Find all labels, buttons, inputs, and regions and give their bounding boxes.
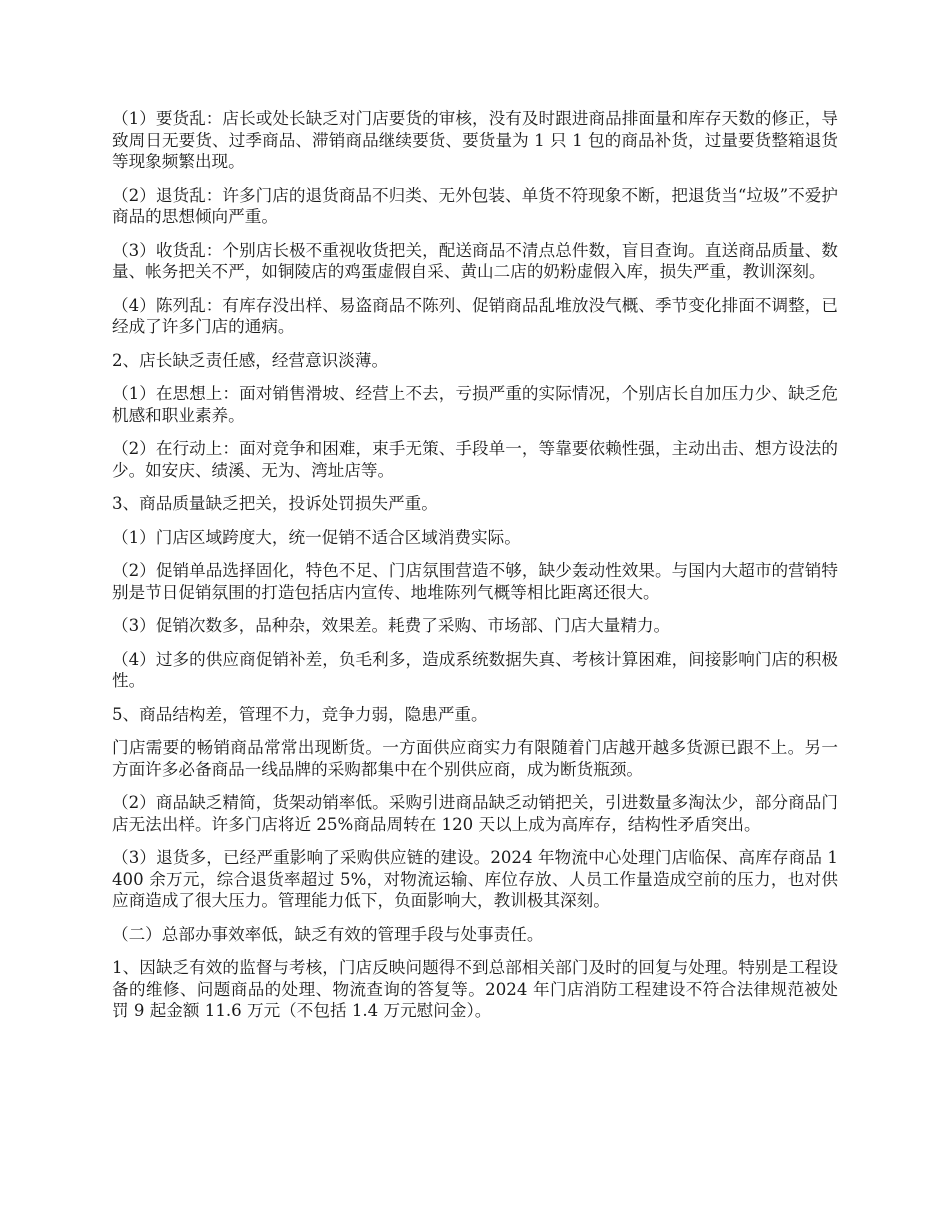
paragraph-supervision: 1、因缺乏有效的监督与考核，门店反映问题得不到总部相关部门及时的回复与处理。特别是工程设备的维修、问题商品的处理、物流查询的答复等。2024 年门店消防工程建设不符合法律规范被处罚 9 起金额 11.6 万元（不包括 1.4 万元慰问金）。 <box>112 958 838 1020</box>
paragraph-region-span: （1）门店区域跨度大，统一促销不适合区域消费实际。 <box>112 527 521 547</box>
paragraph-mindset: （1）在思想上：面对销售滑坡、经营上不去，亏损严重的实际情况，个别店长自加压力少、缺乏危机感和职业素养。 <box>112 384 838 425</box>
paragraph-promo-selection: （2）促销单品选择固化，特色不足、门店氛围营造不够，缺少轰动性效果。与国内大超市的营销特别是节日促销氛围的打造包括店内宣传、地堆陈列气概等相比距离还很大。 <box>112 561 838 602</box>
paragraph-returns-impact: （3）退货多，已经严重影响了采购供应链的建设。2024 年物流中心处理门店临保、高库存商品 1400 余万元，综合退货率超过 5%，对物流运输、库位存放、人员工作量造成空前的压力，也对供应商造成了很大压力。管理能力低下，负面影响大，教训极其深刻。 <box>112 848 838 910</box>
heading-quality-control: 3、商品质量缺乏把关，投诉处罚损失严重。 <box>112 494 438 513</box>
heading-hq-efficiency: （二）总部办事效率低，缺乏有效的管理手段与处事责任。 <box>112 924 544 944</box>
paragraph-promo-frequency: （3）促销次数多，品种杂，效果差。耗费了采购、市场部、门店大量精力。 <box>112 616 671 635</box>
paragraph-action: （2）在行动上：面对竞争和困难，束手无策、手段单一，等靠要依赖性强，主动出击、想方设法的少。如安庆、绩溪、无为、湾址店等。 <box>112 439 838 480</box>
paragraph-return-chaos: （2）退货乱：许多门店的退货商品不归类、无外包装、单货不符现象不断，把退货当“垃圾”不爱护商品的思想倾向严重。 <box>112 185 838 226</box>
paragraph-out-of-stock: 门店需要的畅销商品常常出现断货。一方面供应商实力有限随着门店越开越多货源已跟不上。另一方面许多必备商品一线品牌的采购都集中在个别供应商，成为断货瓶颈。 <box>112 738 838 779</box>
paragraph-order-chaos: （1）要货乱：店长或处长缺乏对门店要货的审核，没有及时跟进商品排面量和库存天数的修正，导致周日无要货、过季商品、滞销商品继续要货、要货量为 1 只 1 包的商品补货，过量要货整箱退货等现象频繁出现。 <box>112 109 838 171</box>
heading-manager-responsibility: 2、店长缺乏责任感，经营意识淡薄。 <box>112 350 389 370</box>
paragraph-supplier-subsidy: （4）过多的供应商促销补差，负毛利多，造成系统数据失真、考核计算困难，间接影响门店的积极性。 <box>112 649 838 690</box>
paragraph-receiving-chaos: （3）收货乱：个别店长极不重视收货把关，配送商品不清点总件数，盲目查询。直送商品质量、数量、帐务把关不严，如铜陵店的鸡蛋虚假自采、黄山二店的奶粉虚假入库，损失严重，教训深刻。 <box>112 240 838 281</box>
heading-product-structure: 5、商品结构差，管理不力，竞争力弱，隐患严重。 <box>112 704 488 724</box>
paragraph-sku-streamlining: （2）商品缺乏精简，货架动销率低。采购引进商品缺乏动销把关，引进数量多淘汰少，部分商品门店无法出样。许多门店将近 25%商品周转在 120 天以上成为高库存，结构性矛盾突出。 <box>112 793 838 834</box>
paragraph-display-chaos: （4）陈列乱：有库存没出样、易盗商品不陈列、促销商品乱堆放没气概、季节变化排面不调整，已经成了许多门店的通病。 <box>112 295 838 336</box>
document-body <box>112 108 838 1034</box>
